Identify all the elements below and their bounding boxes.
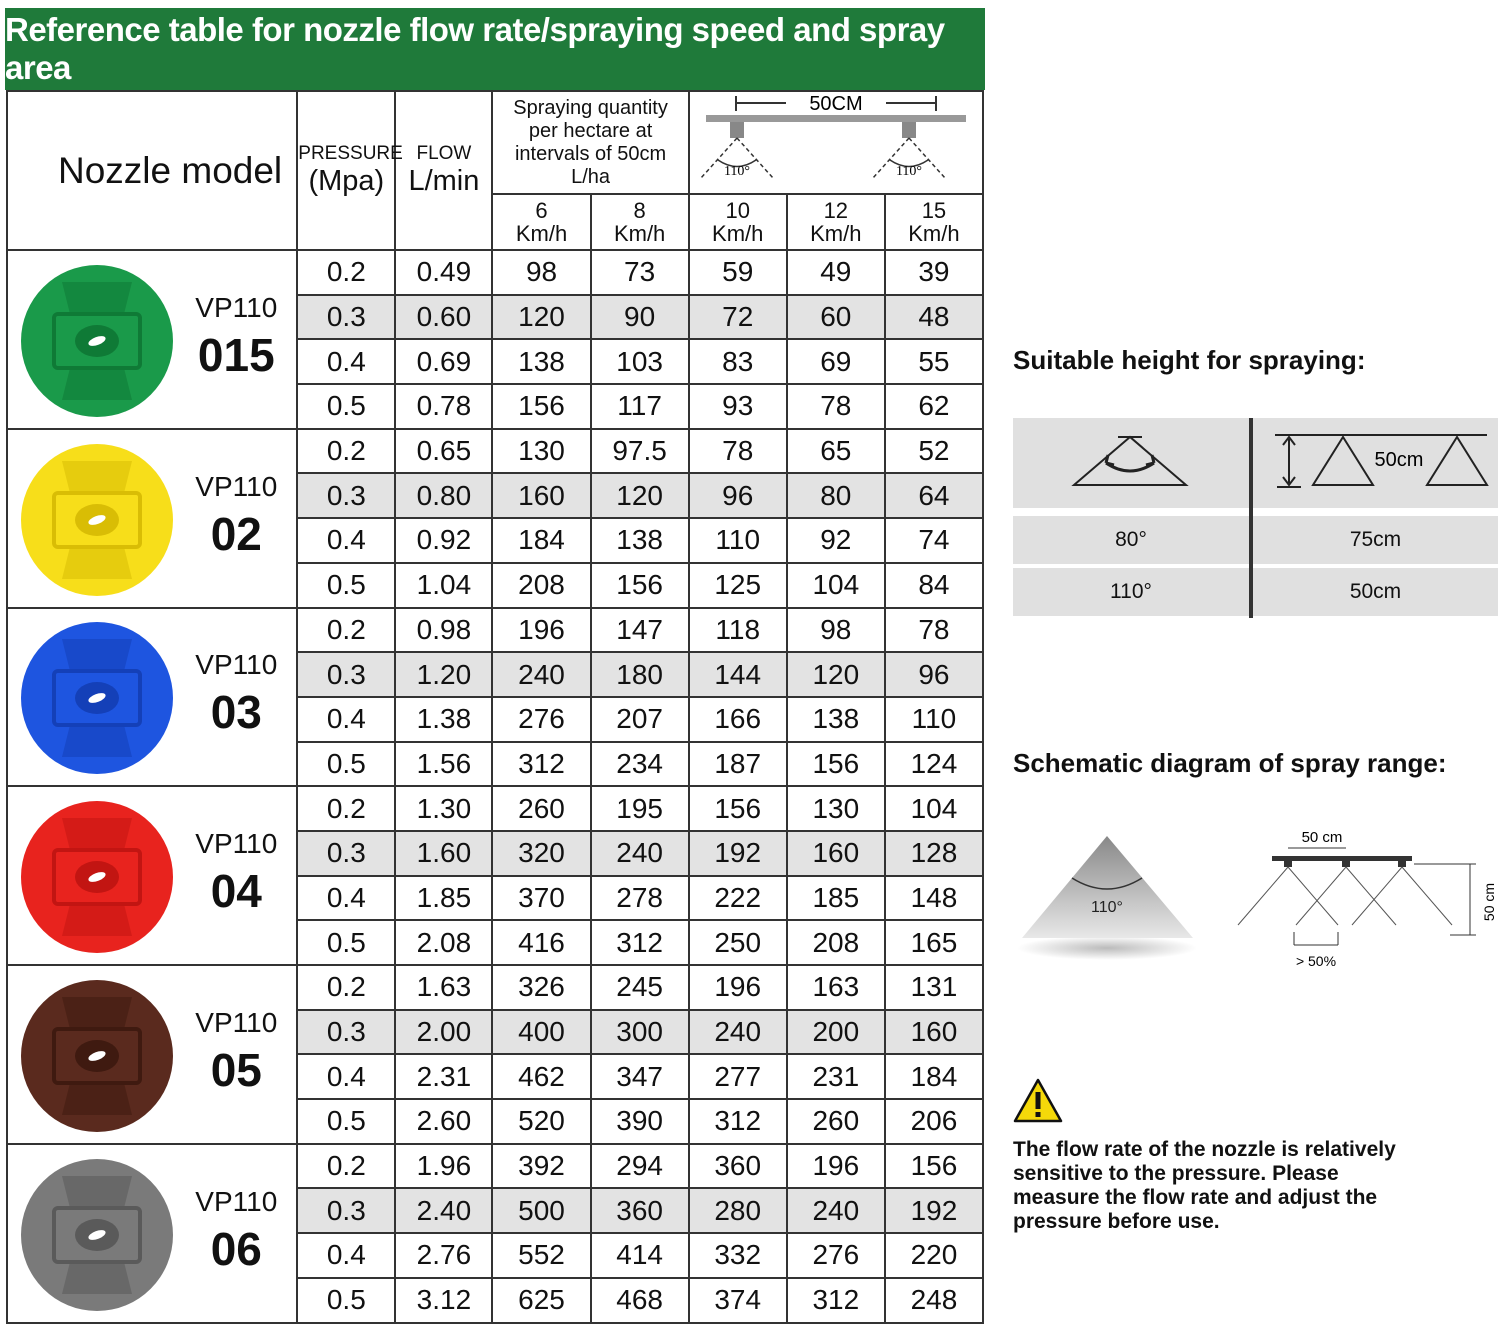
- table-cell: 231: [787, 1054, 885, 1099]
- model-series: VP110: [195, 649, 278, 681]
- table-cell: 73: [591, 250, 689, 295]
- table-cell: 3.12: [395, 1278, 492, 1323]
- model-series: VP110: [195, 291, 278, 323]
- table-cell: 320: [492, 831, 590, 876]
- range-height-label: 50 cm: [1481, 882, 1497, 922]
- table-cell: 220: [885, 1233, 983, 1278]
- height-row-value: 75cm: [1253, 516, 1498, 564]
- table-cell: 0.3: [297, 1188, 395, 1233]
- table-cell: 96: [885, 652, 983, 697]
- table-cell: 2.40: [395, 1188, 492, 1233]
- qty-line: L/ha: [571, 165, 611, 188]
- table-cell: 300: [591, 1010, 689, 1055]
- table-cell: 0.2: [297, 786, 395, 831]
- table-cell: 0.5: [297, 920, 395, 965]
- table-cell: 62: [885, 384, 983, 429]
- model-series: VP110: [195, 470, 278, 502]
- header-spraying-quantity: [492, 91, 688, 194]
- table-cell: 130: [787, 786, 885, 831]
- table-cell: 69: [787, 339, 885, 384]
- nozzle-disc-icon: [20, 1158, 174, 1312]
- table-cell: 0.4: [297, 1054, 395, 1099]
- model-series: VP110: [195, 828, 278, 860]
- table-cell: 312: [591, 920, 689, 965]
- table-row: [7, 965, 983, 1010]
- range-overlap-label: > 50%: [1295, 953, 1337, 969]
- table-cell: 0.5: [297, 742, 395, 787]
- table-cell: 0.69: [395, 339, 492, 384]
- table-cell: 1.30: [395, 786, 492, 831]
- table-cell: 74: [885, 518, 983, 563]
- table-cell: 0.3: [297, 1010, 395, 1055]
- table-cell: 0.49: [395, 250, 492, 295]
- warning-text: The flow rate of the nozzle is relatively sensitive to the pressure. Please measure the flow rate and adjust the pressure before use.: [1013, 1138, 1396, 1233]
- header-speed-12: 12 Km/h: [787, 194, 885, 250]
- table-cell: 138: [591, 518, 689, 563]
- model-number: 04: [210, 865, 262, 918]
- table-cell: 55: [885, 339, 983, 384]
- table-cell: 90: [591, 295, 689, 340]
- table-cell: 0.2: [297, 429, 395, 474]
- table-cell: 207: [591, 697, 689, 742]
- nozzle-disc-icon: [20, 800, 174, 954]
- table-cell: 222: [689, 876, 787, 921]
- table-cell: 80: [787, 473, 885, 518]
- warning-icon: [1013, 1078, 1063, 1124]
- table-cell: 104: [787, 563, 885, 608]
- table-body: [7, 250, 983, 1323]
- table-cell: 0.4: [297, 876, 395, 921]
- table-cell: 0.3: [297, 831, 395, 876]
- table-cell: 160: [885, 1010, 983, 1055]
- header-flow-unit: L/min: [408, 165, 480, 197]
- table-cell: 0.5: [297, 1278, 395, 1323]
- table-cell: 240: [591, 831, 689, 876]
- table-cell: 392: [492, 1144, 590, 1189]
- table-cell: 124: [885, 742, 983, 787]
- table-cell: 2.08: [395, 920, 492, 965]
- table-row: [7, 1144, 983, 1189]
- table-cell: 72: [689, 295, 787, 340]
- table-cell: 78: [689, 429, 787, 474]
- table-cell: 2.31: [395, 1054, 492, 1099]
- table-cell: 78: [787, 384, 885, 429]
- table-cell: 144: [689, 652, 787, 697]
- table-cell: 276: [492, 697, 590, 742]
- table-cell: 240: [492, 652, 590, 697]
- table-cell: 97.5: [591, 429, 689, 474]
- table-cell: 360: [689, 1144, 787, 1189]
- header-pressure-unit: (Mpa): [308, 165, 385, 197]
- table-cell: 0.4: [297, 518, 395, 563]
- table-cell: 156: [591, 563, 689, 608]
- table-cell: 39: [885, 250, 983, 295]
- table-cell: 98: [787, 608, 885, 653]
- header-flow: [395, 91, 492, 250]
- table-cell: 0.2: [297, 608, 395, 653]
- table-cell: 165: [885, 920, 983, 965]
- table-cell: 1.63: [395, 965, 492, 1010]
- table-cell: 1.20: [395, 652, 492, 697]
- table-cell: 1.04: [395, 563, 492, 608]
- table-cell: 0.2: [297, 965, 395, 1010]
- table-cell: 240: [689, 1010, 787, 1055]
- nozzle-disc-icon: [20, 264, 174, 418]
- angle-label: 110°: [723, 163, 750, 179]
- model-number: 015: [197, 328, 275, 381]
- table-cell: 0.4: [297, 339, 395, 384]
- table-cell: 163: [787, 965, 885, 1010]
- table-cell: 2.76: [395, 1233, 492, 1278]
- range-heading: Schematic diagram of spray range:: [1013, 748, 1447, 778]
- table-cell: 0.3: [297, 473, 395, 518]
- nozzle-flow-table: [6, 90, 984, 1324]
- page-title: Reference table for nozzle flow rate/spraying speed and spray area: [5, 8, 985, 90]
- table-row: [7, 608, 983, 653]
- header-flow-label: FLOW: [416, 143, 472, 164]
- table-cell: 83: [689, 339, 787, 384]
- height-row-angle: 80°: [1013, 516, 1249, 564]
- table-cell: 138: [787, 697, 885, 742]
- table-cell: 360: [591, 1188, 689, 1233]
- table-cell: 196: [689, 965, 787, 1010]
- table-cell: 0.65: [395, 429, 492, 474]
- nozzle-model-label: [186, 292, 286, 382]
- table-cell: 156: [689, 786, 787, 831]
- header-pressure-label: PRESSURE: [298, 143, 403, 164]
- model-series: VP110: [195, 1185, 278, 1217]
- table-cell: 1.96: [395, 1144, 492, 1189]
- table-cell: 278: [591, 876, 689, 921]
- table-row: [7, 429, 983, 474]
- model-number: 06: [210, 1222, 262, 1275]
- nozzle-model-label: [186, 1007, 286, 1097]
- table-cell: 0.2: [297, 250, 395, 295]
- table-cell: 192: [885, 1188, 983, 1233]
- table-cell: 104: [885, 786, 983, 831]
- header-spacing-diagram: [689, 91, 983, 194]
- table-cell: 110: [689, 518, 787, 563]
- spray-angle-icon: [1066, 433, 1196, 493]
- nozzle-model-label: [186, 1186, 286, 1276]
- table-cell: 0.5: [297, 1099, 395, 1144]
- table-cell: 200: [787, 1010, 885, 1055]
- table-cell: 414: [591, 1233, 689, 1278]
- range-spacing-label: 50 cm: [1301, 829, 1343, 846]
- table-cell: 78: [885, 608, 983, 653]
- table-cell: 248: [885, 1278, 983, 1323]
- nozzle-model-cell: [7, 965, 297, 1144]
- table-cell: 138: [492, 339, 590, 384]
- table-cell: 185: [787, 876, 885, 921]
- table-cell: 0.80: [395, 473, 492, 518]
- model-series: VP110: [195, 1006, 278, 1038]
- nozzle-model-cell: [7, 250, 297, 429]
- table-cell: 1.60: [395, 831, 492, 876]
- height-spacing-diagram-cell: [1253, 418, 1498, 508]
- header-speed-15: 15 Km/h: [885, 194, 983, 250]
- table-cell: 92: [787, 518, 885, 563]
- header-speed-8: 8 Km/h: [591, 194, 689, 250]
- table-cell: 312: [787, 1278, 885, 1323]
- table-cell: 294: [591, 1144, 689, 1189]
- table-cell: 332: [689, 1233, 787, 1278]
- spray-range-diagram: [1010, 820, 1500, 980]
- table-cell: 2.60: [395, 1099, 492, 1144]
- table-cell: 110: [885, 697, 983, 742]
- table-cell: 1.38: [395, 697, 492, 742]
- table-cell: 416: [492, 920, 590, 965]
- table-cell: 120: [492, 295, 590, 340]
- table-cell: 312: [492, 742, 590, 787]
- table-cell: 277: [689, 1054, 787, 1099]
- table-cell: 370: [492, 876, 590, 921]
- height-heading: Suitable height for spraying:: [1013, 345, 1366, 375]
- nozzle-model-label: [186, 649, 286, 739]
- table-cell: 120: [787, 652, 885, 697]
- table-cell: 1.56: [395, 742, 492, 787]
- table-cell: 208: [787, 920, 885, 965]
- table-cell: 500: [492, 1188, 590, 1233]
- nozzle-model-label: [186, 828, 286, 918]
- qty-line: per hectare at: [528, 119, 653, 142]
- table-cell: 206: [885, 1099, 983, 1144]
- table-cell: 552: [492, 1233, 590, 1278]
- table-cell: 120: [591, 473, 689, 518]
- table-cell: 400: [492, 1010, 590, 1055]
- table-cell: 180: [591, 652, 689, 697]
- table-cell: 118: [689, 608, 787, 653]
- table-cell: 1.85: [395, 876, 492, 921]
- table-cell: 0.4: [297, 697, 395, 742]
- table-cell: 64: [885, 473, 983, 518]
- range-angle-label: 110°: [1091, 899, 1123, 916]
- nozzle-model-label: [186, 471, 286, 561]
- table-cell: 312: [689, 1099, 787, 1144]
- height-row-angle: 110°: [1013, 568, 1249, 616]
- nozzle-spacing-diagram: [696, 93, 976, 188]
- table-cell: 196: [492, 608, 590, 653]
- table-cell: 0.98: [395, 608, 492, 653]
- height-angle-diagram-cell: [1013, 418, 1249, 508]
- table-cell: 60: [787, 295, 885, 340]
- table-cell: 374: [689, 1278, 787, 1323]
- table-cell: 128: [885, 831, 983, 876]
- table-cell: 462: [492, 1054, 590, 1099]
- table-cell: 2.00: [395, 1010, 492, 1055]
- table-cell: 0.92: [395, 518, 492, 563]
- table-cell: 84: [885, 563, 983, 608]
- table-cell: 160: [492, 473, 590, 518]
- table-cell: 245: [591, 965, 689, 1010]
- header-nozzle-model: Nozzle model: [7, 91, 297, 250]
- model-number: 02: [210, 507, 262, 560]
- header-speed-10: 10 Km/h: [689, 194, 787, 250]
- table-cell: 0.78: [395, 384, 492, 429]
- model-number: 03: [210, 686, 262, 739]
- table-cell: 520: [492, 1099, 590, 1144]
- table-row: [7, 250, 983, 295]
- table-cell: 93: [689, 384, 787, 429]
- qty-line: Spraying quantity: [513, 96, 668, 119]
- header-speed-6: 6 Km/h: [492, 194, 590, 250]
- table-cell: 160: [787, 831, 885, 876]
- table-cell: 184: [885, 1054, 983, 1099]
- table-cell: 49: [787, 250, 885, 295]
- table-cell: 276: [787, 1233, 885, 1278]
- header-pressure: [297, 91, 403, 250]
- angle-label: 110°: [895, 163, 922, 179]
- table-cell: 156: [787, 742, 885, 787]
- nozzle-disc-icon: [20, 621, 174, 775]
- table-cell: 208: [492, 563, 590, 608]
- nozzle-disc-icon: [20, 443, 174, 597]
- table-cell: 240: [787, 1188, 885, 1233]
- nozzle-disc-icon: [20, 979, 174, 1133]
- table-cell: 65: [787, 429, 885, 474]
- table-cell: 96: [689, 473, 787, 518]
- table-cell: 117: [591, 384, 689, 429]
- table-cell: 347: [591, 1054, 689, 1099]
- table-cell: 195: [591, 786, 689, 831]
- table-cell: 260: [787, 1099, 885, 1144]
- table-cell: 130: [492, 429, 590, 474]
- table-cell: 196: [787, 1144, 885, 1189]
- spray-height-icon: [1261, 433, 1491, 493]
- table-cell: 0.4: [297, 1233, 395, 1278]
- table-cell: 192: [689, 831, 787, 876]
- table-cell: 0.2: [297, 1144, 395, 1189]
- nozzle-model-cell: [7, 1144, 297, 1323]
- table-cell: 103: [591, 339, 689, 384]
- nozzle-model-cell: [7, 786, 297, 965]
- table-cell: 0.60: [395, 295, 492, 340]
- table-cell: 147: [591, 608, 689, 653]
- model-number: 05: [210, 1043, 262, 1096]
- table-cell: 166: [689, 697, 787, 742]
- table-cell: 390: [591, 1099, 689, 1144]
- nozzle-model-cell: [7, 429, 297, 608]
- table-cell: 280: [689, 1188, 787, 1233]
- table-cell: 131: [885, 965, 983, 1010]
- table-cell: 125: [689, 563, 787, 608]
- height-row-value: 50cm: [1253, 568, 1498, 616]
- table-cell: 59: [689, 250, 787, 295]
- table-cell: 48: [885, 295, 983, 340]
- table-cell: 98: [492, 250, 590, 295]
- table-cell: 0.3: [297, 295, 395, 340]
- table-cell: 625: [492, 1278, 590, 1323]
- table-cell: 187: [689, 742, 787, 787]
- table-cell: 326: [492, 965, 590, 1010]
- table-row: [7, 786, 983, 831]
- spray-height-table: [1013, 418, 1498, 618]
- table-cell: 52: [885, 429, 983, 474]
- nozzle-model-cell: [7, 608, 297, 787]
- qty-line: intervals of 50cm: [514, 142, 667, 165]
- table-cell: 260: [492, 786, 590, 831]
- height-spacing-label: 50cm: [1374, 449, 1423, 471]
- table-cell: 156: [492, 384, 590, 429]
- table-cell: 148: [885, 876, 983, 921]
- table-cell: 234: [591, 742, 689, 787]
- table-cell: 250: [689, 920, 787, 965]
- table-cell: 184: [492, 518, 590, 563]
- table-cell: 0.3: [297, 652, 395, 697]
- table-cell: 156: [885, 1144, 983, 1189]
- table-cell: 0.5: [297, 384, 395, 429]
- spacing-label: 50CM: [809, 92, 863, 115]
- table-cell: 468: [591, 1278, 689, 1323]
- table-cell: 0.5: [297, 563, 395, 608]
